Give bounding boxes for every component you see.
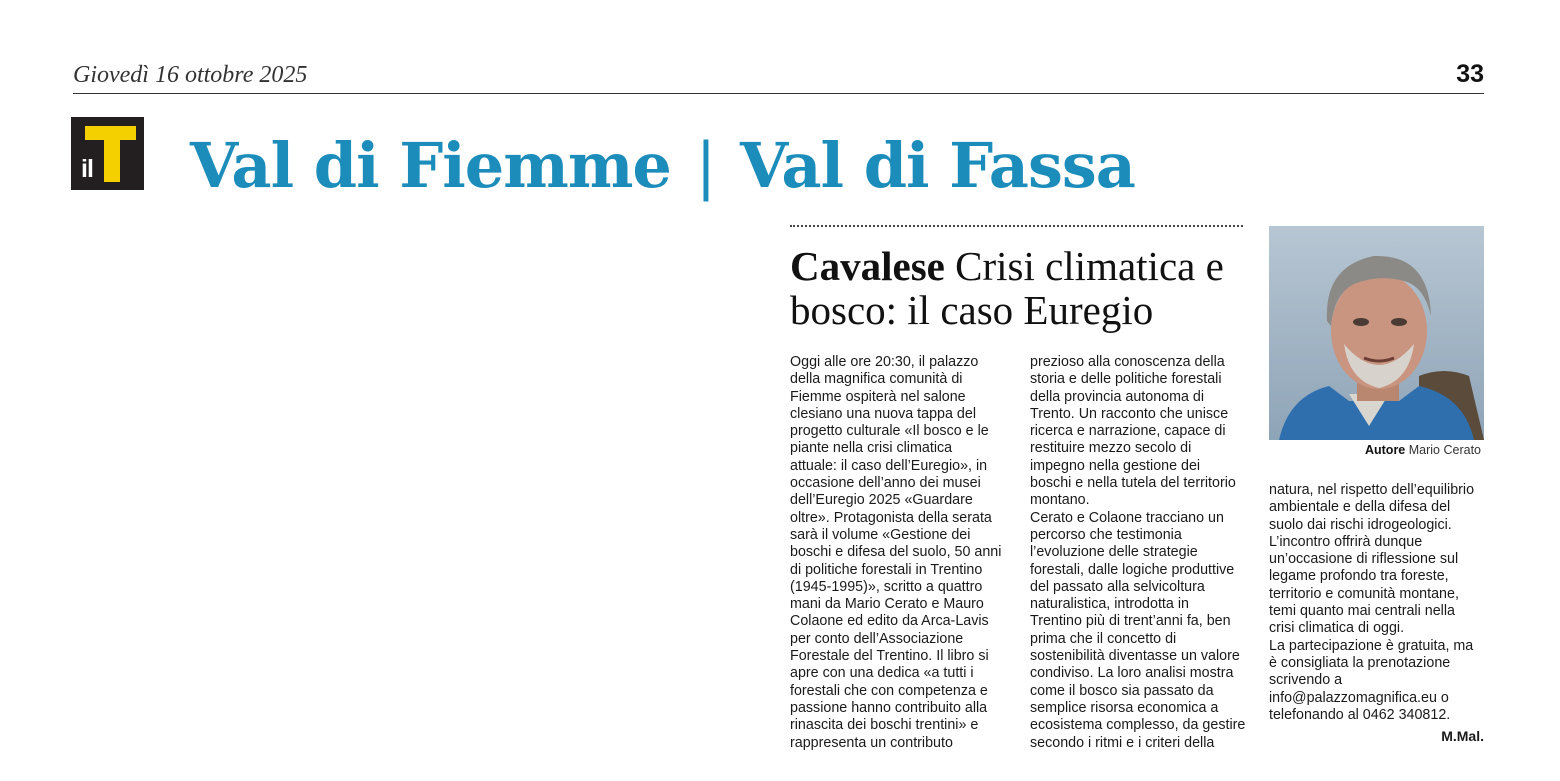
author-portrait-image — [1269, 226, 1484, 440]
logo-il-mark: il — [81, 155, 93, 183]
section-title-right: Val di Fassa — [739, 129, 1135, 202]
caption-label: Autore — [1364, 443, 1406, 457]
photo-caption — [1365, 443, 1481, 457]
article-column-1: Oggi alle ore 20:30, il palazzo della magnifica comunità di Fiemme ospiterà nel salone clesiano una nuova tappa del progetto culturale «Il bosco e le piante nella crisi climatica attuale: il caso dell’Euregio», in occasione dell’anno dei musei dell’Euregio 2025 «Guardare oltre». Protagonista della serata sarà il volume «Gestione dei boschi e difesa del suolo, 50 anni di politiche forestali in Trentino (1945-1995)», scritto a quattro mani da Mario Cerato e Mauro Colaone ed edito da Arca-Lavis per conto dell’Associazione Forestale del Trentino. Il libro si apre con una dedica «a tutti i forestali che con competenza e passione hanno contribuito alla rinascita dei boschi trentini» e rappresenta un contributo — [790, 354, 1002, 751]
headline-kicker: Cavalese — [790, 243, 945, 289]
article-byline: M.Mal. — [1441, 728, 1484, 744]
section-title-left: Val di Fiemme — [190, 129, 671, 202]
section-title-separator: | — [695, 129, 716, 202]
caption-name: Mario Cerato — [1408, 443, 1481, 457]
logo-t-stem — [104, 126, 120, 182]
article-headline — [790, 244, 1260, 332]
headline-title: Crisi climatica e bosco: il caso Euregio — [790, 243, 1224, 333]
newspaper-logo[interactable] — [71, 117, 144, 190]
author-photo — [1269, 226, 1484, 440]
page-number: 33 — [1456, 60, 1484, 88]
article-column-3: natura, nel rispetto dell’equilibrio ambientale e della difesa del suolo dai rischi idrogeologici. L’incontro offrirà dunque un’occasione di riflessione sul legame profondo tra foreste, territorio e comunità montane, temi quanto mai centrali nella crisi climatica di oggi. La partecipazione è gratuita, ma è consigliata la prenotazione scrivendo a info@palazzomagnifica.eu o telefonando al 0462 340812. — [1269, 482, 1475, 723]
article-top-divider — [790, 225, 1243, 227]
issue-date: Giovedì 16 ottobre 2025 — [73, 62, 308, 88]
section-title — [190, 126, 1135, 206]
article-column-2: prezioso alla conoscenza della storia e delle politiche forestali della provincia autonoma di Trento. Un racconto che unisce ricerca e narrazione, capace di restituire mezzo secolo di impegno nella gestione dei boschi e nella tutela del territorio montano. Cerato e Colaone tracciano un percorso che testimonia l’evoluzione delle strategie forestali, dalle logiche produttive del passato alla selvicoltura naturalistica, introdotta in Trentino più di trent’anni fa, ben prima che il concetto di sostenibilità diventasse un valore condiviso. La loro analisi mostra come il bosco sia passato da semplice risorsa economica a ecosistema complesso, da gestire secondo i ritmi e i criteri della — [1030, 354, 1246, 751]
header-divider — [73, 93, 1484, 94]
